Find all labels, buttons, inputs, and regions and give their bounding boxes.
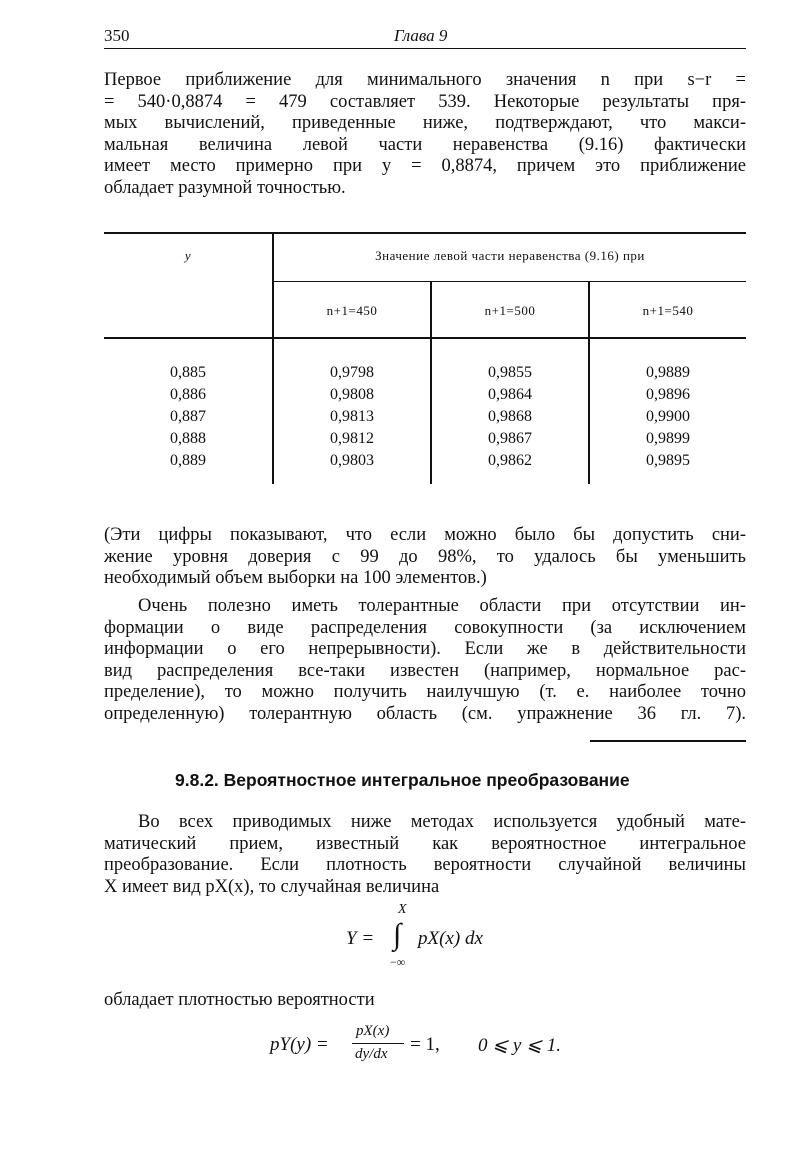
table-cell: 0,9864 — [488, 386, 532, 403]
formula-lhs: pY(y) = — [270, 1034, 329, 1055]
text-line: мых вычислений, приведенные ниже, подтверждают, что макси- — [104, 113, 746, 133]
table-header-rule — [104, 337, 746, 339]
table-cell: 0,9899 — [646, 430, 690, 447]
text-line: обладает разумной точностью. — [104, 177, 346, 198]
table-column-540 — [590, 362, 746, 472]
table-header-y: y — [184, 248, 192, 263]
text-line: = 540·0,8874 = 479 составляет 539. Некоторые результаты пря- — [104, 91, 746, 112]
table-cell: 0,885 — [170, 364, 206, 381]
chapter-title: Глава 9 — [394, 26, 448, 45]
text-line: (Эти цифры показывают, что если можно было бы допустить сни- — [104, 525, 746, 545]
table-column-header: n+1=450 — [326, 303, 378, 318]
table-cell: 0,9808 — [330, 386, 374, 403]
text-line: Очень полезно иметь толерантные области при отсутствии ин- — [138, 596, 746, 616]
table-cell: 0,887 — [170, 408, 206, 425]
integral-sign: ∫ — [393, 918, 402, 951]
formula-range: 0 ⩽ y ⩽ 1. — [478, 1035, 562, 1056]
text-line: формации о виде распределения совокупности (за исключением — [104, 617, 746, 638]
table-column-500 — [432, 362, 588, 472]
text-line: вид распределения все-таки известен (например, нормальное рас- — [104, 660, 746, 681]
table-top-rule — [104, 232, 746, 234]
text-line: информации о его непрерывности). Если же в действительности — [104, 639, 746, 659]
text-line: X имеет вид pX(x), то случайная величина — [104, 876, 440, 897]
section-heading: 9.8.2. Вероятностное интегральное преобразование — [175, 770, 630, 790]
fraction-numerator: pX(x) — [356, 1023, 390, 1039]
body-paragraph — [104, 990, 746, 1012]
table-cell: 0,888 — [170, 430, 206, 447]
fraction-bar — [352, 1043, 404, 1044]
text-line: Во всех приводимых ниже методах используется удобный мате- — [138, 812, 746, 832]
table-cell: 0,9889 — [646, 364, 690, 381]
page-number: 350 — [104, 26, 130, 45]
table-cell: 0,889 — [170, 452, 206, 469]
table-column-header: n+1=500 — [484, 303, 536, 318]
table-group-rule — [272, 281, 746, 282]
intro-paragraph — [104, 70, 746, 199]
table-cell: 0,886 — [170, 386, 206, 403]
table-column-header: n+1=540 — [642, 303, 694, 318]
text-line: матический прием, известный как вероятностное интегральное — [104, 833, 746, 854]
integrand: pX(x) dx — [418, 928, 483, 949]
section-rule — [590, 740, 746, 742]
table-column-y — [104, 362, 272, 472]
note-paragraph — [104, 525, 746, 590]
body-paragraph — [104, 812, 746, 898]
text-line: пределение), то можно получить наилучшую (т. е. наиболее точно — [104, 682, 746, 702]
formula-lhs: Y = — [346, 928, 375, 949]
text-line: обладает плотностью вероятности — [104, 990, 375, 1010]
text-line: определенную) толерантную область (см. упражнение 36 гл. 7). — [104, 703, 746, 724]
fraction-denominator: dy/dx — [355, 1046, 388, 1062]
table-cell: 0,9900 — [646, 408, 690, 425]
table-cell: 0,9813 — [330, 408, 374, 425]
table-group-header: Значение левой части неравенства (9.16) при — [375, 248, 645, 263]
integral-lower-limit: −∞ — [390, 955, 406, 969]
formula-rhs: = 1, — [410, 1034, 440, 1055]
text-line: жение уровня доверия с 99 до 98%, то удалось бы уменьшить — [104, 546, 746, 567]
table-cell: 0,9862 — [488, 452, 532, 469]
running-header — [104, 26, 746, 49]
text-line: необходимый объем выборки на 100 элементов.) — [104, 568, 487, 588]
table-cell: 0,9855 — [488, 364, 532, 381]
table-cell: 0,9868 — [488, 408, 532, 425]
integral-upper-limit: X — [398, 902, 407, 917]
table-column-450 — [274, 362, 430, 472]
table-cell: 0,9803 — [330, 452, 374, 469]
text-line: мальная величина левой части неравенства (9.16) фактически — [104, 134, 746, 155]
table-cell: 0,9812 — [330, 430, 374, 447]
table-cell: 0,9867 — [488, 430, 532, 447]
text-line: имеет место примерно при y = 0,8874, причем это приближение — [104, 156, 746, 176]
table-cell: 0,9895 — [646, 452, 690, 469]
body-paragraph — [104, 596, 746, 725]
table-cell: 0,9798 — [330, 364, 374, 381]
table-cell: 0,9896 — [646, 386, 690, 403]
text-line: преобразование. Если плотность вероятности случайной величины — [104, 855, 746, 875]
text-line: Первое приближение для минимального значения n при s−r = — [104, 70, 746, 90]
